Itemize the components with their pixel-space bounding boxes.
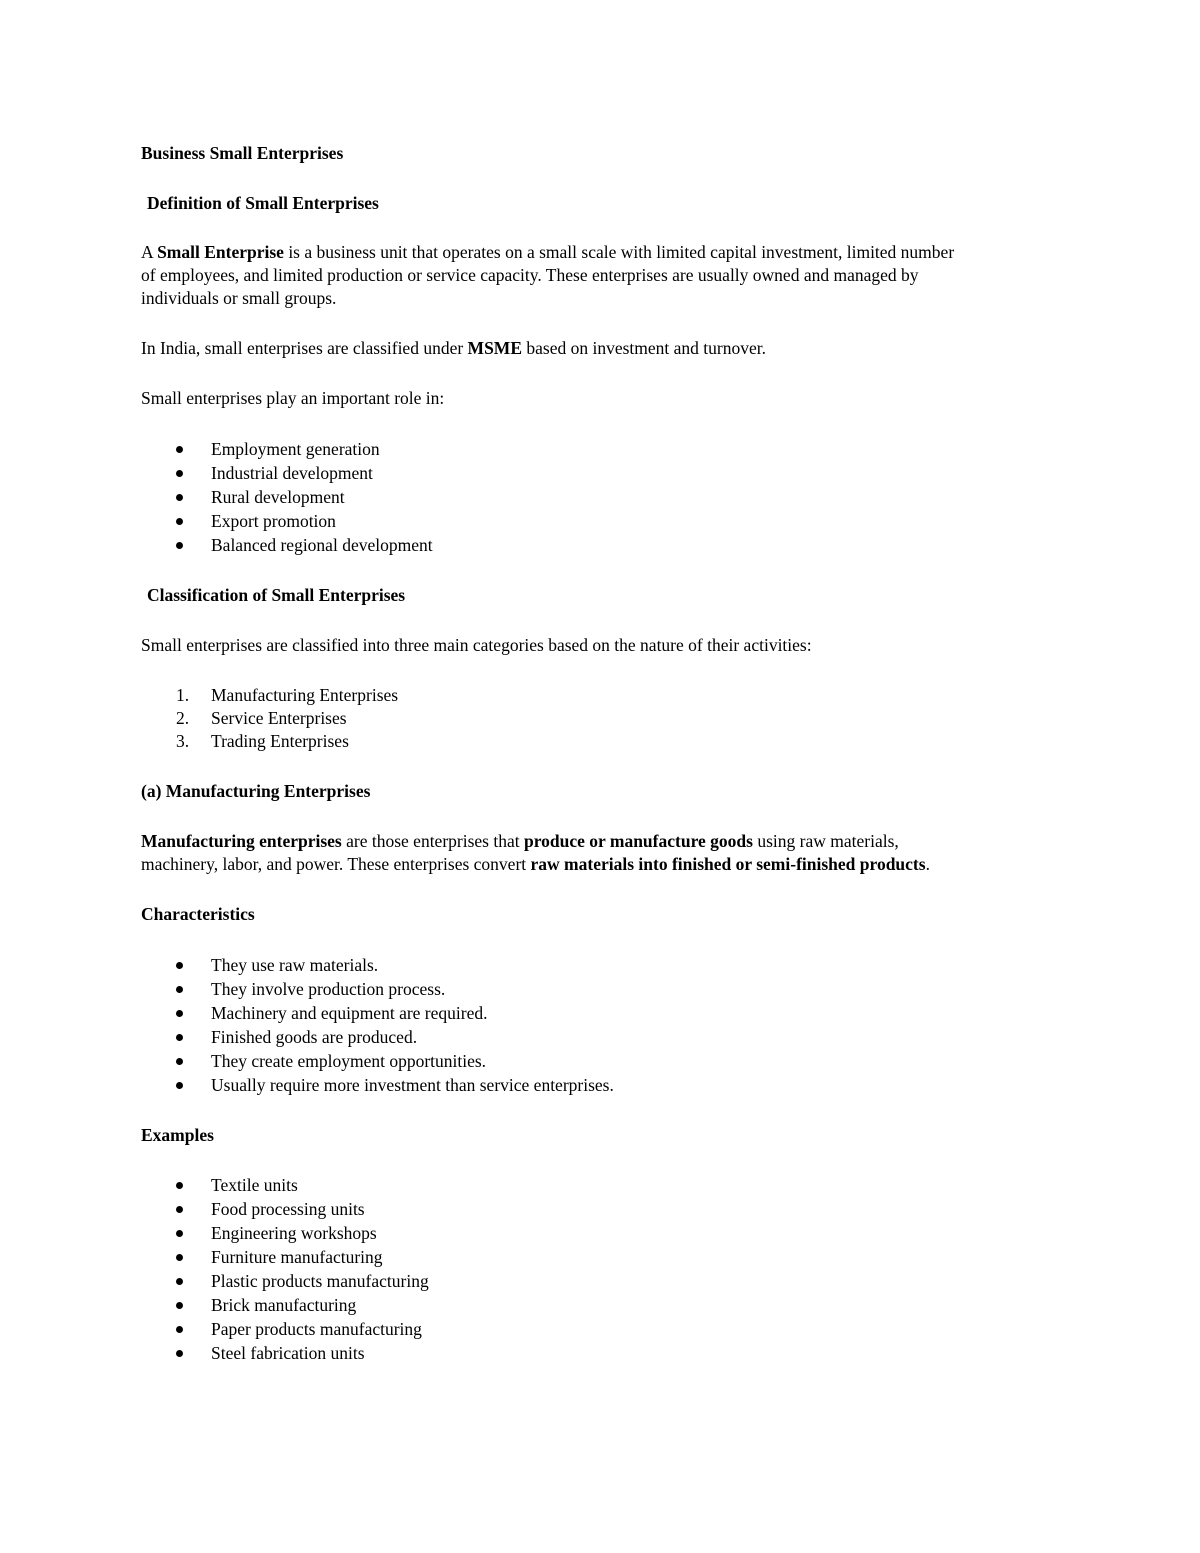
small-enterprise-term: Small Enterprise (157, 242, 284, 262)
role-item: Balanced regional development (211, 535, 433, 555)
definition-paragraph-line-1: A Small Enterprise is a business unit that operates on a small scale with limited capital investment, limited number (141, 242, 955, 262)
category-item: Manufacturing Enterprises (211, 685, 399, 705)
characteristic-item: They use raw materials. (211, 955, 379, 975)
bullet-icon (176, 518, 183, 525)
manufacturing-heading: (a) Manufacturing Enterprises (141, 781, 371, 801)
classification-heading: Classification of Small Enterprises (147, 585, 406, 605)
list-number: 3. (176, 731, 190, 751)
example-item: Paper products manufacturing (211, 1319, 422, 1339)
bullet-icon (176, 1350, 183, 1357)
bullet-icon (176, 1010, 183, 1017)
bullet-icon (176, 542, 183, 549)
definition-paragraph-line-2: of employees, and limited production or service capacity. These enterprises are usually owned and managed by (141, 265, 919, 285)
role-item: Employment generation (211, 439, 380, 459)
characteristics-heading: Characteristics (141, 904, 255, 924)
bullet-icon (176, 1082, 183, 1089)
bullet-icon (176, 1278, 183, 1285)
example-item: Furniture manufacturing (211, 1247, 383, 1267)
msme-term: MSME (467, 338, 522, 358)
bullet-icon (176, 1302, 183, 1309)
examples-heading: Examples (141, 1125, 214, 1145)
definition-heading: Definition of Small Enterprises (147, 193, 379, 213)
classification-intro: Small enterprises are classified into three main categories based on the nature of their activities: (141, 635, 812, 655)
example-item: Engineering workshops (211, 1223, 377, 1243)
characteristic-item: Usually require more investment than service enterprises. (211, 1075, 614, 1095)
bullet-icon (176, 1206, 183, 1213)
bullet-icon (176, 470, 183, 477)
role-item: Export promotion (211, 511, 336, 531)
example-item: Food processing units (211, 1199, 365, 1219)
role-item: Rural development (211, 487, 345, 507)
bullet-icon (176, 986, 183, 993)
roles-intro: Small enterprises play an important role in: (141, 388, 445, 408)
bullet-icon (176, 962, 183, 969)
bullet-icon (176, 1034, 183, 1041)
document-title: Business Small Enterprises (141, 143, 344, 163)
bullet-icon (176, 1058, 183, 1065)
bullet-icon (176, 494, 183, 501)
bullet-icon (176, 1182, 183, 1189)
category-item: Service Enterprises (211, 708, 347, 728)
msme-paragraph: In India, small enterprises are classified under MSME based on investment and turnover. (141, 338, 766, 358)
example-item: Plastic products manufacturing (211, 1271, 429, 1291)
characteristic-item: Machinery and equipment are required. (211, 1003, 488, 1023)
characteristic-item: They create employment opportunities. (211, 1051, 487, 1071)
category-item: Trading Enterprises (211, 731, 349, 751)
bullet-icon (176, 1254, 183, 1261)
definition-paragraph-line-3: individuals or small groups. (141, 288, 337, 308)
bullet-icon (176, 1230, 183, 1237)
manufacturing-paragraph-line-2: machinery, labor, and power. These enterprises convert raw materials into finished or semi-finished products. (141, 854, 930, 874)
list-number: 1. (176, 685, 190, 705)
example-item: Textile units (211, 1175, 298, 1195)
role-item: Industrial development (211, 463, 373, 483)
manufacturing-paragraph-line-1: Manufacturing enterprises are those enterprises that produce or manufacture goods using raw materials, (141, 831, 899, 851)
example-item: Steel fabrication units (211, 1343, 365, 1363)
characteristic-item: Finished goods are produced. (211, 1027, 418, 1047)
bullet-icon (176, 1326, 183, 1333)
characteristic-item: They involve production process. (211, 979, 446, 999)
example-item: Brick manufacturing (211, 1295, 357, 1315)
bullet-icon (176, 446, 183, 453)
list-number: 2. (176, 708, 190, 728)
